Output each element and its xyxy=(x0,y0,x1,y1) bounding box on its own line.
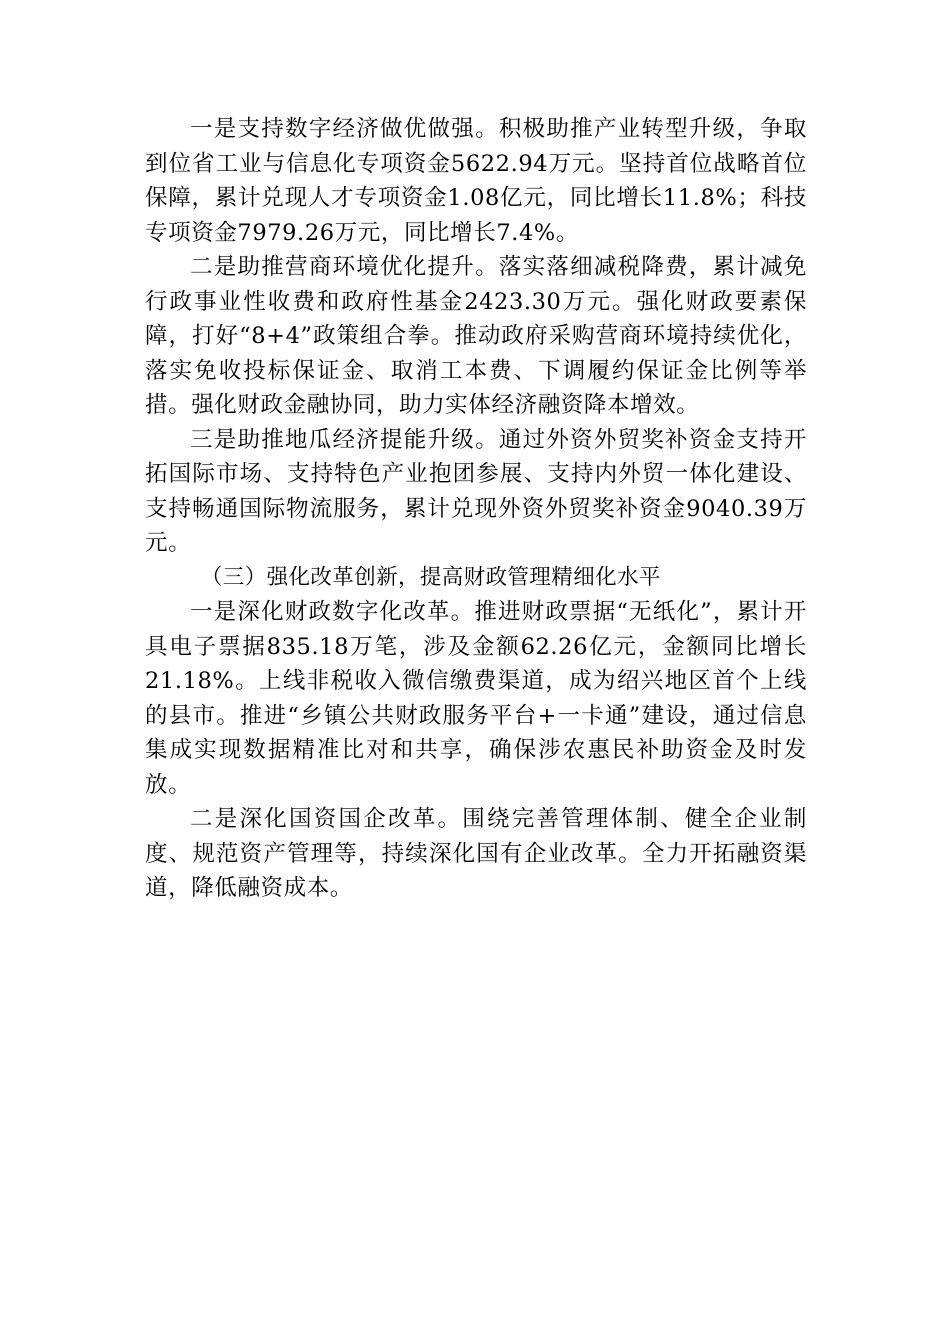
section-heading: （三）强化改革创新，提高财政管理精细化水平 xyxy=(200,564,661,590)
document-page xyxy=(145,112,807,906)
paragraph-business-environment: 二是助推营商环境优化提升。落实落细减税降费，累计减免行政事业性收费和政府性基金2423.30万元。强化财政要素保障，打好“8+4”政策组合拳。推动政府采购营商环境持续优化，落实免收投标保证金、取消工本费、下调履约保证金比例等举措。强化财政金融协同，助力实体经济融资降本增效。 xyxy=(145,254,807,418)
paragraph-soe-reform: 二是深化国资国企改革。围绕完善管理体制、健全企业制度、规范资产管理等，持续深化国有企业改革。全力开拓融资渠道，降低融资成本。 xyxy=(145,806,807,901)
paragraph-sweet-potato-economy: 三是助推地瓜经济提能升级。通过外资外贸奖补资金支持开拓国际市场、支持特色产业抱团参展、支持内外贸一体化建设、支持畅通国际物流服务，累计兑现外资外贸奖补资金9040.39万元。 xyxy=(145,426,807,556)
paragraph-digital-economy: 一是支持数字经济做优做强。积极助推产业转型升级，争取到位省工业与信息化专项资金5622.94万元。坚持首位战略首位保障，累计兑现人才专项资金1.08亿元，同比增长11.8%；科技专项资金7979.26万元，同比增长7.4%。 xyxy=(145,116,807,246)
paragraph-digital-reform: 一是深化财政数字化改革。推进财政票据“无纸化”，累计开具电子票据835.18万笔，涉及金额62.26亿元，金额同比增长21.18%。上线非税收入微信缴费渠道，成为绍兴地区首个上线的县市。推进“乡镇公共财政服务平台+一卡通”建设，通过信息集成实现数据精准比对和共享，确保涉农惠民补助资金及时发放。 xyxy=(145,599,807,798)
